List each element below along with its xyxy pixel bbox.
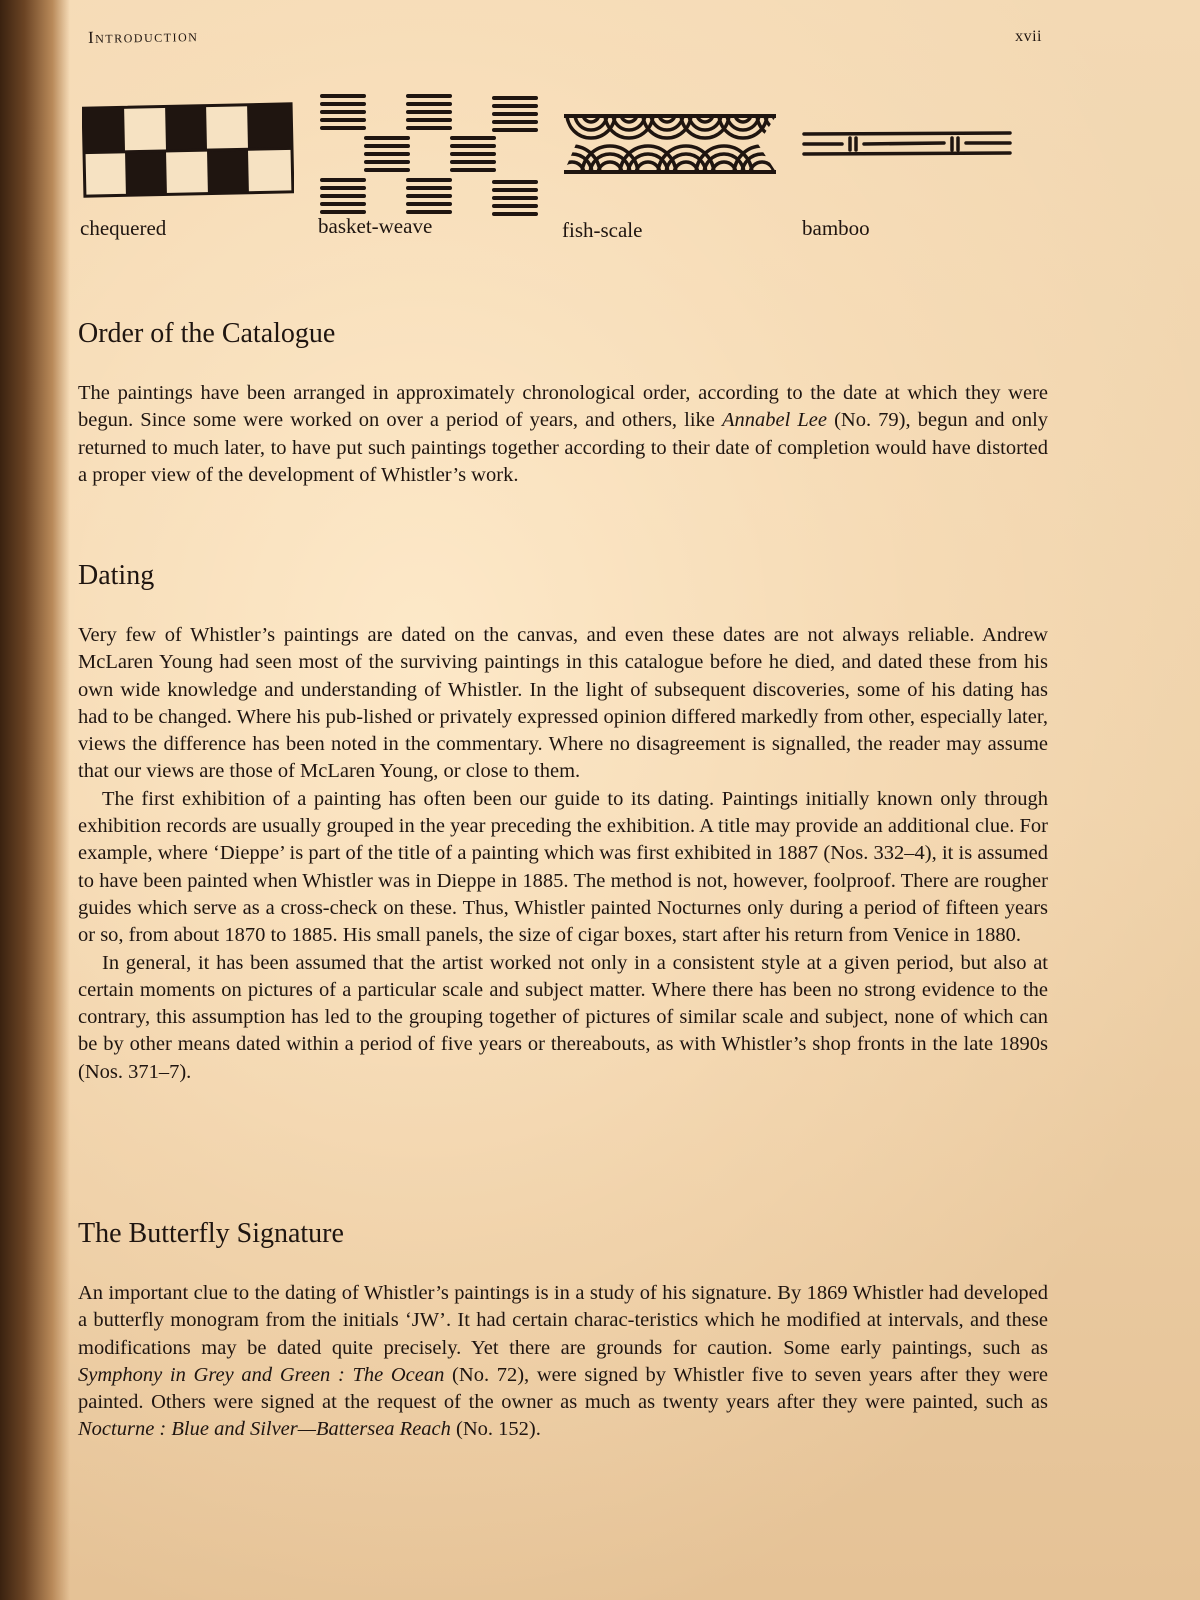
text-run: The first exhibition of a painting has often been our guide to its dating. Paintings initially known only through exhibition records are usually grouped in the year preceding the exhibition. A title may provide an additional clue. For example, where ‘Dieppe’ is part of the title of a painting which was first exhibited in 1887 (Nos. 332–4), it is assumed to have been painted when Whistler was in Dieppe in 1885. The method is not, however, foolproof. There are rougher guides which serve as a cross-check on these. Thus, Whistler painted Nocturnes only during a period of fifteen years or so, from about 1870 to 1885. His small panels, the size of cigar boxes, start after his return from Venice in 1880. (78, 787, 1048, 947)
text-run: (No. 72), were signed by Whistler five to seven years after they were painted. Others were signed at the request of the owner as much as twenty years after they were painted, such as (78, 1363, 1048, 1414)
text-run: Very few of Whistler’s paintings are dated on the canvas, and even these dates are not always reliable. Andrew McLaren Young had seen most of the surviving paintings in this catalogue before he died, and dated these from his own wide knowledge and understanding of Whistler. In the light of subsequent discoveries, some of his dating has had to be changed. Where his pub-lished or privately expressed opinion differed markedly from other, especially later, views the difference has been noted in the commentary. Where no disagreement is signalled, the reader may assume that our views are those of McLaren Young, or close to them. (78, 624, 1048, 783)
paragraph (78, 380, 1048, 489)
text-run: (No. 79), begun and only returned to much later, to have put such paintings together according to their date of completion would have distorted a proper view of the development of Whistler’s work. (78, 409, 1049, 486)
fish-scale-pattern-icon (562, 112, 778, 178)
section-heading: Dating (78, 560, 155, 591)
chequered-pattern-icon (82, 102, 294, 198)
pattern-figure (80, 88, 1040, 248)
running-head-title: Introduction (87, 26, 199, 47)
text-run: In general, it has been assumed that the artist worked not only in a consistent style at a given period, but also at certain moments on pictures of a particular scale and subject matter. Where there has been no strong evidence to the contrary, this assumption has led to the grouping together of pictures of similar scale and subject, none of which can be by other means dated within a period of five years or thereabouts, as with Whistler’s shop fronts in the late 1890s (Nos. 371–7). (78, 951, 1048, 1083)
gutter-shadow (0, 0, 70, 1600)
paragraph (78, 1280, 1048, 1444)
section-heading: The Butterfly Signature (78, 1218, 344, 1249)
page-number: xvii (1015, 28, 1042, 45)
pattern-label-chequered: chequered (80, 216, 167, 240)
pattern-label-bamboo: bamboo (802, 216, 870, 240)
paragraph (78, 950, 1048, 1086)
section-dating (78, 560, 1048, 1086)
paragraph (78, 622, 1048, 786)
bamboo-pattern-icon (798, 130, 1014, 158)
section-order-of-catalogue (78, 318, 1048, 489)
pattern-label-fish-scale: fish-scale (562, 218, 643, 242)
section-heading: Order of the Catalogue (78, 318, 336, 349)
running-head (88, 28, 1050, 48)
pattern-label-basket-weave: basket-weave (318, 214, 433, 238)
text-run: An important clue to the dating of Whistler’s paintings is in a study of his signature. By 1869 Whistler had developed a butterfly monogram from the initials ‘JW’. It had certain charac-teristics which he modified at intervals, and these modifications may be dated quite precisely. Yet there are grounds for caution. Some early paintings, such as (78, 1282, 1048, 1359)
basket-weave-pattern-icon (318, 88, 538, 216)
text-run: (No. 152). (450, 1418, 541, 1441)
italic-title: Nocturne : Blue and Silver—Battersea Reach (78, 1418, 451, 1441)
section-butterfly-signature (78, 1218, 1048, 1444)
italic-title: Annabel Lee (721, 409, 827, 432)
italic-title: Symphony in Grey and Green : The Ocean (78, 1363, 445, 1386)
text-run: The paintings have been arranged in approximately chronological order, according to the date at which they were begun. Since some were worked on over a period of years, and others, like (78, 382, 1048, 432)
paragraph (78, 786, 1048, 950)
